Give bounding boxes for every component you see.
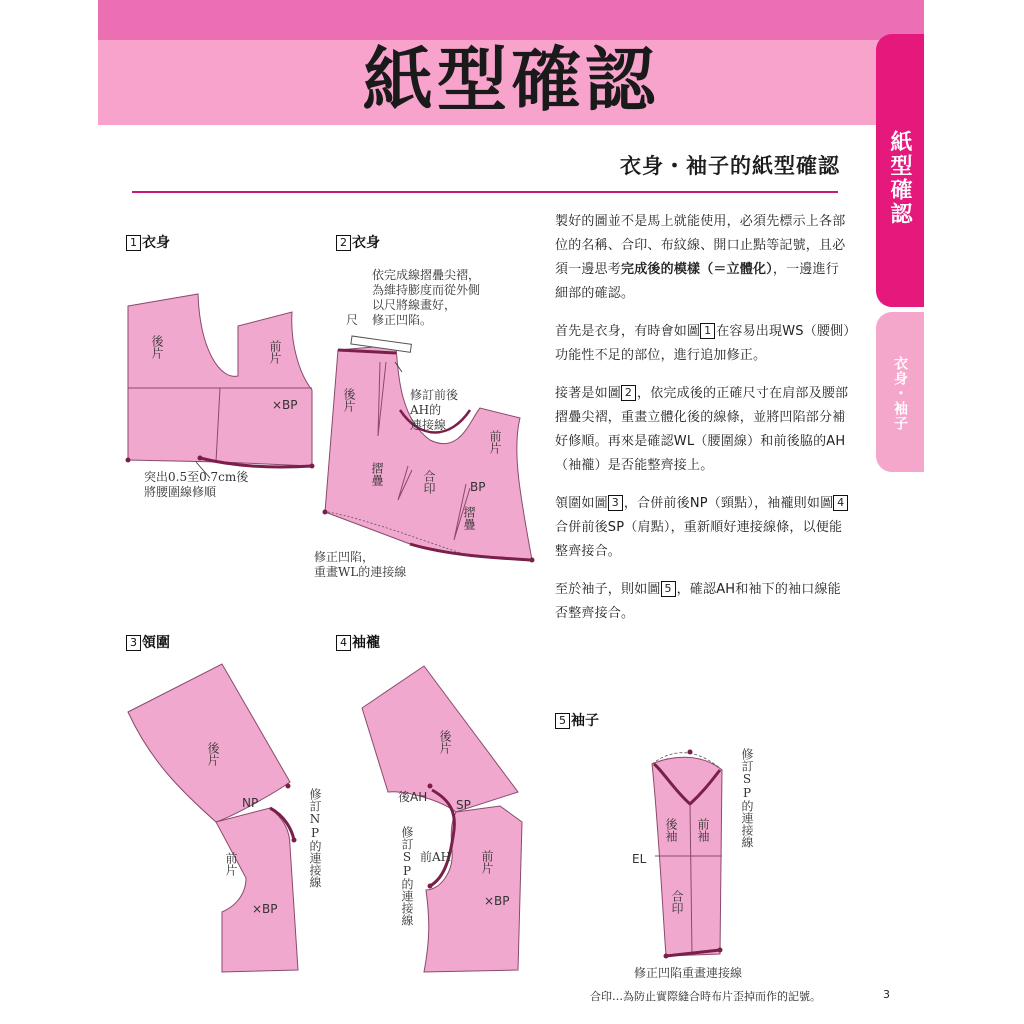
p4-text-c: 合併前後SP（肩點），重新順好連接線條，以便能整齊接合。 — [555, 520, 843, 559]
figure-3-back-label: 後片 — [206, 742, 220, 766]
figure-4-sp-label: SP — [456, 798, 471, 812]
figure-2-back-label: 後片 — [342, 388, 356, 412]
figure-2-front-label: 前片 — [488, 430, 502, 454]
figure-2-note-top: 依完成線摺疊尖褶， 為維持膨度而從外側 以尺將線畫好， 修正凹陷。 — [372, 268, 481, 327]
p4-text-b: ，合併前後NP（頸點），袖襱則如圖 — [623, 496, 834, 511]
figure-ref-1: 1 — [700, 323, 715, 339]
figure-2-number: 2 — [336, 235, 351, 251]
section-title: 衣身・袖子的紙型確認 — [620, 154, 840, 178]
figure-3-number: 3 — [126, 635, 141, 651]
figure-1-front-label: 前片 — [268, 340, 282, 364]
figure-4-bp-label: ×BP — [484, 894, 510, 908]
p5-text-b: ，確認AH和袖下的袖口線能否整齊接合。 — [555, 582, 841, 621]
p5-text-a: 至於袖子，則如圖 — [555, 582, 661, 597]
p3-text-a: 接著是如圖 — [555, 386, 622, 401]
p1-bold: 完成後的模樣（＝立體化） — [621, 262, 773, 277]
p3-text-b: ，依完成後的正確尺寸在肩部及腰部摺疊尖褶，重畫立體化後的線條，並將凹陷部分補好修順。再來是確認WL（腰圍線）和前後脇的AH（袖襱）是否能整齊接上。 — [555, 386, 849, 473]
p1-text-a: 製好的圖並不是馬上就能使用，必須先標示上各部位的名稱、合印、布紋線、開口止點等記號，且必須一邊思考 — [555, 214, 846, 277]
figure-4-mark — [428, 784, 433, 789]
figure-5-mark — [718, 948, 723, 953]
figure-3-drawing — [128, 664, 298, 972]
p4-text-a: 領圍如圖 — [555, 496, 608, 511]
figure-3-front-piece — [216, 808, 298, 972]
figure-4-front-ah-label: 前AH — [420, 850, 452, 864]
figure-3-mark — [292, 838, 297, 843]
figure-5-drawing — [652, 750, 723, 959]
figure-5-mark — [688, 750, 693, 755]
figure-3-bp-label: ×BP — [252, 902, 278, 916]
figure-ref-4: 4 — [833, 495, 848, 511]
figure-5-el-label: EL — [632, 852, 647, 866]
p1-text-b: ，一邊進行細部的確認。 — [555, 262, 839, 301]
figure-1-back-label: 後片 — [150, 335, 164, 359]
figure-5-side-note: 修訂SP的連接線 — [740, 748, 754, 848]
page-number: 3 — [883, 988, 890, 1001]
figure-5-sleeve — [652, 757, 722, 956]
figure-5-mark — [664, 954, 669, 959]
side-tab-inactive-label: 衣身・袖子 — [892, 356, 908, 431]
figure-2-fold-label-1: 摺疊 — [370, 462, 384, 486]
figure-1-number: 1 — [126, 235, 141, 251]
figure-4-title: 袖襱 — [352, 635, 380, 651]
figure-4-front-label: 前片 — [480, 850, 494, 874]
figure-4-number: 4 — [336, 635, 351, 651]
figure-1-back-piece — [128, 294, 312, 466]
figure-2-mark — [530, 558, 535, 563]
figure-1-mark — [126, 458, 131, 463]
figure-ref-5: 5 — [661, 581, 676, 597]
side-tab-active-label: 紙型確認 — [887, 130, 912, 226]
page-title: 紙型確認 — [363, 38, 659, 121]
figure-5-number: 5 — [555, 713, 570, 729]
figure-3-title: 領圍 — [142, 635, 170, 651]
figure-ref-2: 2 — [621, 385, 636, 401]
figure-2-drawing — [323, 336, 535, 563]
figure-2-note-bottom: 修正凹陷， 重畫WL的連接線 — [314, 550, 407, 579]
p2-text-b: 在容易出現WS（腰側）功能性不足的部位，進行追加修正。 — [555, 324, 851, 363]
figure-4-back-ah-label: 後AH — [398, 790, 428, 804]
figure-5-bottom-note: 修正凹陷重畫連接線 — [634, 966, 743, 980]
figure-ref-3: 3 — [608, 495, 623, 511]
figure-5-title: 袖子 — [571, 713, 599, 729]
figure-4-note: 修訂SP的連接線 — [400, 826, 414, 926]
figure-1-bp-label: ×BP — [272, 398, 298, 412]
figure-2-fold-label-2: 摺疊 — [462, 506, 476, 530]
footer-note: 合印…為防止實際縫合時布片歪掉而作的記號。 — [590, 990, 821, 1003]
figure-3-note: 修訂NP的連接線 — [308, 788, 322, 888]
figure-1-note: 突出0.5至0.7cm後 將腰圍線修順 — [144, 470, 249, 499]
figure-1-mark — [310, 464, 315, 469]
figure-4-drawing — [362, 666, 522, 972]
figure-2-bp-label: BP — [470, 480, 486, 494]
figure-2-notch-label: 合印 — [422, 470, 436, 494]
figure-2-title: 衣身 — [352, 235, 380, 251]
figure-1-title: 衣身 — [142, 235, 170, 251]
figure-3-np-label: NP — [242, 796, 259, 810]
figure-5-back-sleeve-label: 後袖 — [664, 818, 678, 842]
figure-3-mark — [286, 784, 291, 789]
figure-2-mark — [323, 510, 328, 515]
figure-2-ruler-label: 尺 — [346, 313, 359, 327]
figure-5-notch-label: 合印 — [670, 890, 684, 914]
figure-3-front-label: 前片 — [224, 852, 238, 876]
figure-4-front-piece — [424, 806, 522, 972]
figure-5-front-sleeve-label: 前袖 — [696, 818, 710, 842]
p2-text-a: 首先是衣身，有時會如圖 — [555, 324, 701, 339]
figure-1-mark — [198, 456, 203, 461]
figure-4-mark — [428, 884, 433, 889]
figure-1-drawing — [126, 294, 315, 478]
figure-4-back-label: 後片 — [438, 730, 452, 754]
figure-2-ah-note: 修訂前後 AH的 連接線 — [410, 388, 459, 432]
